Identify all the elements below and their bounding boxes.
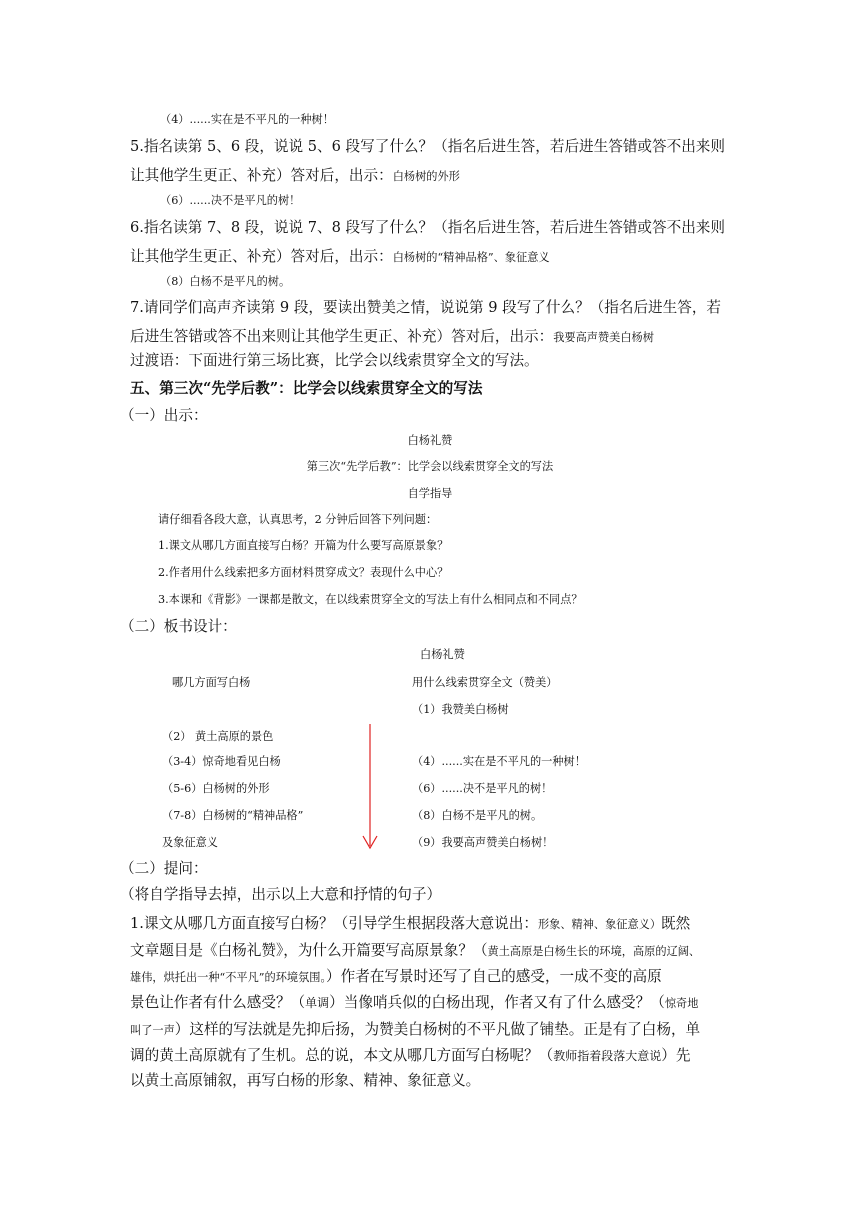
quote-line-4: （4）......实在是不平凡的一种树！ <box>160 113 334 126</box>
board-right-item: （4）......实在是不平凡的一种树！ <box>412 755 586 768</box>
board-left-item: （5-6）白杨树的外形 <box>162 782 270 795</box>
step-5-line: 5.指名读第 5、6 段，说说 5、6 段写了什么？（指名后进生答，若后进生答错或答不出来则 <box>130 138 725 155</box>
text-run: ）作者在写景时还写了自己的感受，一成不变的高原 <box>326 968 662 985</box>
answer-paragraph-line-6 <box>130 1045 690 1065</box>
text-run: 教师指着段落大意说 <box>553 1049 662 1063</box>
board-right-item: （9）我要高声赞美白杨树！ <box>412 836 554 849</box>
slide-guide-title: 自学指导 <box>407 487 453 500</box>
board-left-item: （3-4）惊奇地看见白杨 <box>162 755 281 768</box>
slide-title: 白杨礼赞 <box>407 434 453 447</box>
transition-line: 过渡语：下面进行第三场比赛，比学会以线索贯穿全文的写法。 <box>130 352 539 369</box>
text-run: 雄伟，烘托出一种“不平凡”的环境氛围。 <box>130 971 327 984</box>
text-run: ）当像哨兵似的白杨出现，作者又有了什么感受？（ <box>329 994 665 1011</box>
step-7-answer-line <box>130 326 654 346</box>
step-7-answer-shown: 我要高声赞美白杨树 <box>553 331 654 344</box>
slide-instruction: 请仔细看各段大意，认真思考，2 分钟后回答下列问题： <box>158 513 438 526</box>
board-right-item: （8）白杨不是平凡的树。 <box>412 809 543 822</box>
step-6-answer-shown: 白杨树的“精神品格”、象征意义 <box>392 251 550 264</box>
text-run: 单调 <box>305 996 330 1010</box>
text-run: 叫了一声 <box>130 1024 175 1037</box>
down-arrow-icon <box>360 722 380 852</box>
step-6-answer-text: 让其他学生更正、补充）答对后，出示： <box>130 248 393 265</box>
board-left-item: （2） 黄土高原的景色 <box>162 730 274 743</box>
text-run: ）这样的写法就是先抑后扬，为赞美白杨树的不平凡做了铺垫。正是有了白杨，单 <box>174 1021 701 1038</box>
slide-question-2: 2.作者用什么线索把多方面材料贯穿成文？表现什么中心？ <box>158 566 449 579</box>
subsection-1-label: （一）出示： <box>120 407 208 424</box>
board-left-item: （7-8）白杨树的“精神品格” <box>162 809 304 822</box>
step-6-line: 6.指名读第 7、8 段，说说 7、8 段写了什么？（指名后进生答，若后进生答错或答不出来则 <box>130 219 725 236</box>
step-7-line: 7.请同学们高声齐读第 9 段，要读出赞美之情，说说第 9 段写了什么？（指名后进生答，若 <box>130 299 722 316</box>
text-run: ）先 <box>661 1047 691 1064</box>
step-6-answer-line <box>130 246 550 266</box>
note-line: （将自学指导去掉，出示以上大意和抒情的句子） <box>120 886 442 903</box>
quote-line-8: （8）白杨不是平凡的树。 <box>160 275 291 288</box>
answer-paragraph-line-2 <box>130 940 700 960</box>
board-title: 白杨礼赞 <box>420 648 465 661</box>
text-run: 形象、精神、象征意义） <box>537 918 662 931</box>
text-run: 既然 <box>661 915 691 932</box>
board-right-item: （6）......决不是平凡的树！ <box>412 782 553 795</box>
step-7-answer-text: 后进生答错或答不出来则让其他学生更正、补充）答对后，出示： <box>130 328 554 345</box>
text-run: 文章题目是《白杨礼赞》，为什么开篇要写高原景象？（ <box>130 942 488 959</box>
answer-paragraph-line-3 <box>130 966 662 986</box>
step-5-answer-line <box>130 165 460 185</box>
text-run: 1.课文从哪几方面直接写白杨？（引导学生根据段落大意说出： <box>130 915 538 932</box>
step-5-answer-shown: 白杨树的外形 <box>392 170 460 183</box>
board-right-heading: 用什么线索贯穿全文（赞美） <box>412 676 558 689</box>
step-5-answer-text: 让其他学生更正、补充）答对后，出示： <box>130 167 393 184</box>
quote-line-6: （6）......决不是平凡的树！ <box>160 194 301 207</box>
answer-paragraph-line-1 <box>130 913 690 933</box>
board-left-heading: 哪几方面写白杨 <box>172 676 251 689</box>
text-run: 惊奇地 <box>664 997 699 1010</box>
answer-paragraph-line-5 <box>130 1019 700 1039</box>
slide-question-3: 3.本课和《背影》一课都是散文，在以线索贯穿全文的写法上有什么相同点和不同点？ <box>158 593 583 606</box>
answer-paragraph-line-4 <box>130 992 698 1012</box>
subsection-2-label: （二）板书设计： <box>120 618 237 635</box>
text-run: 景色让作者有什么感受？（ <box>130 994 306 1011</box>
section-5-heading: 五、第三次“先学后教”：比学会以线索贯穿全文的写法 <box>130 380 483 397</box>
text-run: 调的黄土高原就有了生机。总的说，本文从哪几方面写白杨呢？（ <box>130 1047 554 1064</box>
board-right-item: （1）我赞美白杨树 <box>412 703 509 716</box>
subsection-2-question-label: （二）提问： <box>120 860 208 877</box>
board-left-item: 及象征意义 <box>162 836 218 849</box>
slide-question-1: 1.课文从哪几方面直接写白杨？开篇为什么要写高原景象？ <box>158 539 449 552</box>
answer-paragraph-line-7: 以黄土高原铺叙，再写白杨的形象、精神、象征意义。 <box>130 1072 481 1089</box>
text-run: 黄土高原是白杨生长的环境，高原的辽阔、 <box>487 945 701 958</box>
slide-subtitle: 第三次“先学后教”：比学会以线索贯穿全文的写法 <box>306 460 554 473</box>
